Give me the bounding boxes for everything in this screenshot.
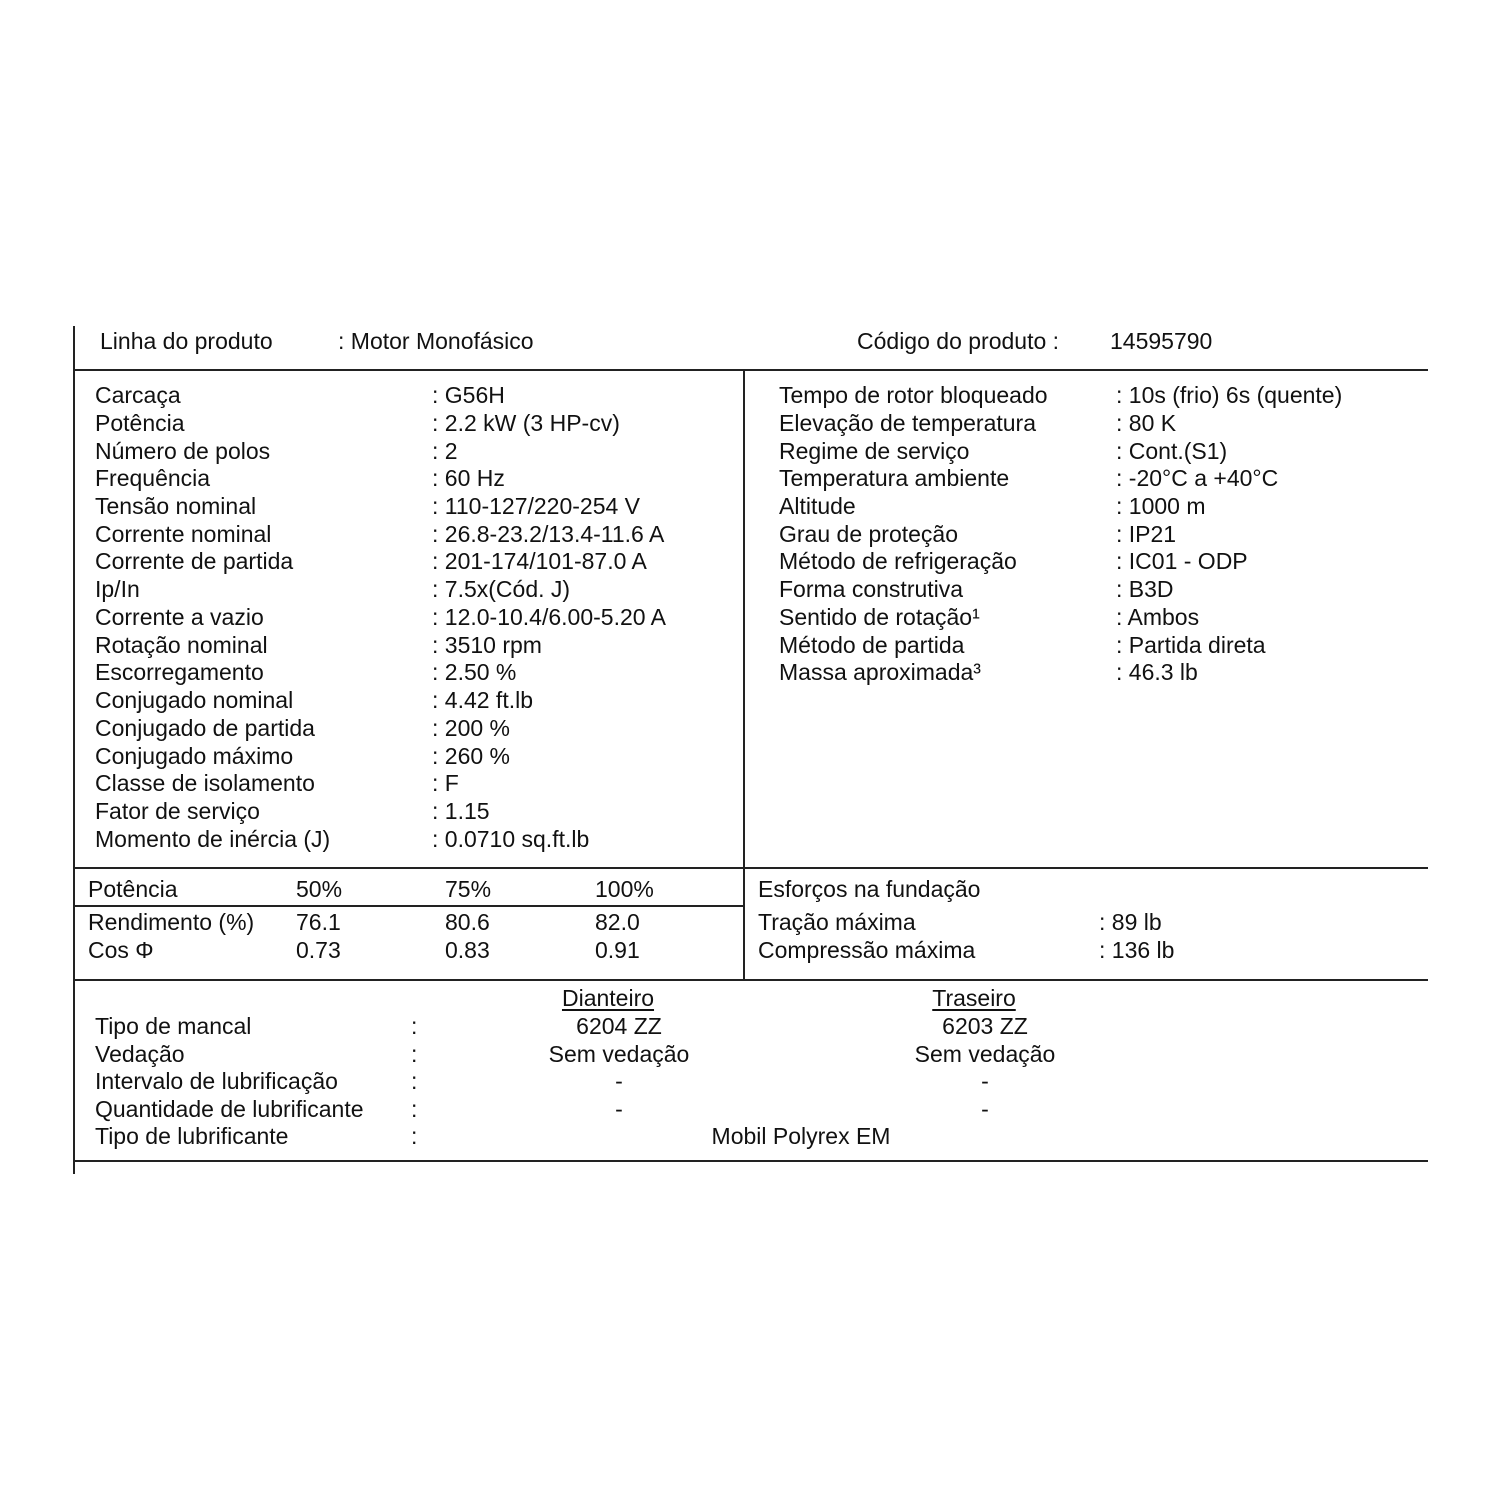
bearing-sep: : <box>411 1013 418 1039</box>
spec-value: : 1.15 <box>432 798 490 824</box>
spec-value: : 2.50 % <box>432 659 517 685</box>
spec-value: : Partida direta <box>1116 632 1266 658</box>
spec-value: : -20°C a +40°C <box>1116 465 1279 491</box>
divider-specs <box>73 867 1428 869</box>
spec-label: Forma construtiva <box>779 576 964 602</box>
spec-value: : 12.0-10.4/6.00-5.20 A <box>432 604 667 630</box>
power-factor-100: 0.91 <box>595 937 640 963</box>
foundation-value: : 136 lb <box>1099 937 1175 963</box>
divider-performance <box>73 979 1428 981</box>
lubricant-value: Mobil Polyrex EM <box>711 1123 891 1149</box>
product-code-value: 14595790 <box>1110 328 1213 354</box>
product-line-label: Linha do produto <box>100 328 273 354</box>
performance-header-label: Potência <box>88 876 178 902</box>
spec-label: Temperatura ambiente <box>779 465 1010 491</box>
efficiency-label: Rendimento (%) <box>88 909 255 935</box>
spec-value: : 46.3 lb <box>1116 659 1198 685</box>
foundation-value: : 89 lb <box>1099 909 1162 935</box>
bearing-front: 6204 ZZ <box>576 1013 662 1039</box>
front-bearing-header: Dianteiro <box>561 985 655 1011</box>
spec-value: : 1000 m <box>1116 493 1206 519</box>
product-code-label: Código do produto : <box>857 328 1060 354</box>
spec-value: : IC01 - ODP <box>1116 548 1248 574</box>
spec-label: Método de partida <box>779 632 965 658</box>
spec-label: Método de refrigeração <box>779 548 1017 574</box>
rear-bearing-header: Traseiro <box>932 985 1016 1011</box>
spec-value: : 260 % <box>432 743 510 769</box>
product-line-value: : Motor Monofásico <box>338 328 534 354</box>
bearing-label: Vedação <box>95 1041 185 1067</box>
spec-label: Corrente de partida <box>95 548 294 574</box>
spec-label: Escorregamento <box>95 659 264 685</box>
bearing-front: Sem vedação <box>548 1041 690 1067</box>
foundation-label: Compressão máxima <box>758 937 976 963</box>
spec-value: : 110-127/220-254 V <box>432 493 641 519</box>
spec-label: Corrente a vazio <box>95 604 264 630</box>
spec-value: : B3D <box>1116 576 1174 602</box>
performance-header-100: 100% <box>595 876 654 902</box>
spec-label: Conjugado nominal <box>95 687 294 713</box>
foundation-label: Tração máxima <box>758 909 916 935</box>
bearing-label: Intervalo de lubrificação <box>95 1068 338 1094</box>
spec-label: Fator de serviço <box>95 798 260 824</box>
bearing-rear: Sem vedação <box>914 1041 1056 1067</box>
spec-value: : Cont.(S1) <box>1116 438 1228 464</box>
spec-label: Massa aproximada³ <box>779 659 981 685</box>
bearing-front: - <box>615 1096 623 1122</box>
efficiency-50: 76.1 <box>296 909 341 935</box>
spec-label: Regime de serviço <box>779 438 970 464</box>
efficiency-100: 82.0 <box>595 909 640 935</box>
spec-label: Número de polos <box>95 438 271 464</box>
spec-label: Grau de proteção <box>779 521 959 547</box>
lubricant-sep: : <box>411 1123 418 1149</box>
power-factor-50: 0.73 <box>296 937 341 963</box>
divider-bottom <box>73 1160 1428 1162</box>
spec-label: Frequência <box>95 465 211 491</box>
spec-value: : 26.8-23.2/13.4-11.6 A <box>432 521 665 547</box>
spec-label: Corrente nominal <box>95 521 272 547</box>
spec-value: : G56H <box>432 382 505 408</box>
spec-label: Sentido de rotação¹ <box>779 604 980 630</box>
performance-header-50: 50% <box>296 876 343 902</box>
left-border <box>73 326 75 1174</box>
spec-value: : 4.42 ft.lb <box>432 687 534 713</box>
bearing-rear: - <box>981 1068 989 1094</box>
spec-value: : 10s (frio) 6s (quente) <box>1116 382 1343 408</box>
spec-label: Ip/In <box>95 576 140 602</box>
spec-label: Conjugado de partida <box>95 715 315 741</box>
spec-label: Potência <box>95 410 185 436</box>
divider-performance-header <box>73 905 743 907</box>
lubricant-label: Tipo de lubrificante <box>95 1123 289 1149</box>
foundation-title: Esforços na fundação <box>758 876 981 902</box>
spec-value: : 2.2 kW (3 HP-cv) <box>432 410 620 436</box>
spec-value: : 3510 rpm <box>432 632 542 658</box>
spec-label: Carcaça <box>95 382 181 408</box>
spec-value: : F <box>432 770 459 796</box>
spec-value: : IP21 <box>1116 521 1177 547</box>
spec-value: : 201-174/101-87.0 A <box>432 548 647 574</box>
bearing-sep: : <box>411 1068 418 1094</box>
spec-label: Elevação de temperatura <box>779 410 1036 436</box>
bearing-front: - <box>615 1068 623 1094</box>
spec-value: : Ambos <box>1116 604 1200 630</box>
bearing-sep: : <box>411 1041 418 1067</box>
spec-value: : 7.5x(Cód. J) <box>432 576 571 602</box>
spec-value: : 2 <box>432 438 458 464</box>
spec-label: Classe de isolamento <box>95 770 315 796</box>
spec-value: : 60 Hz <box>432 465 505 491</box>
spec-label: Tempo de rotor bloqueado <box>779 382 1048 408</box>
bearing-label: Quantidade de lubrificante <box>95 1096 364 1122</box>
efficiency-75: 80.6 <box>445 909 490 935</box>
bearing-label: Tipo de mancal <box>95 1013 252 1039</box>
performance-header-75: 75% <box>445 876 492 902</box>
spec-value: : 80 K <box>1116 410 1177 436</box>
bearing-rear: - <box>981 1096 989 1122</box>
power-factor-75: 0.83 <box>445 937 490 963</box>
spec-value: : 0.0710 sq.ft.lb <box>432 826 590 852</box>
spec-label: Conjugado máximo <box>95 743 294 769</box>
divider-header <box>73 369 1428 371</box>
spec-label: Momento de inércia (J) <box>95 826 331 852</box>
spec-label: Tensão nominal <box>95 493 257 519</box>
bearing-rear: 6203 ZZ <box>942 1013 1028 1039</box>
center-divider <box>743 369 745 980</box>
spec-value: : 200 % <box>432 715 510 741</box>
spec-label: Rotação nominal <box>95 632 268 658</box>
spec-label: Altitude <box>779 493 856 519</box>
power-factor-label: Cos Φ <box>88 937 154 963</box>
bearing-sep: : <box>411 1096 418 1122</box>
